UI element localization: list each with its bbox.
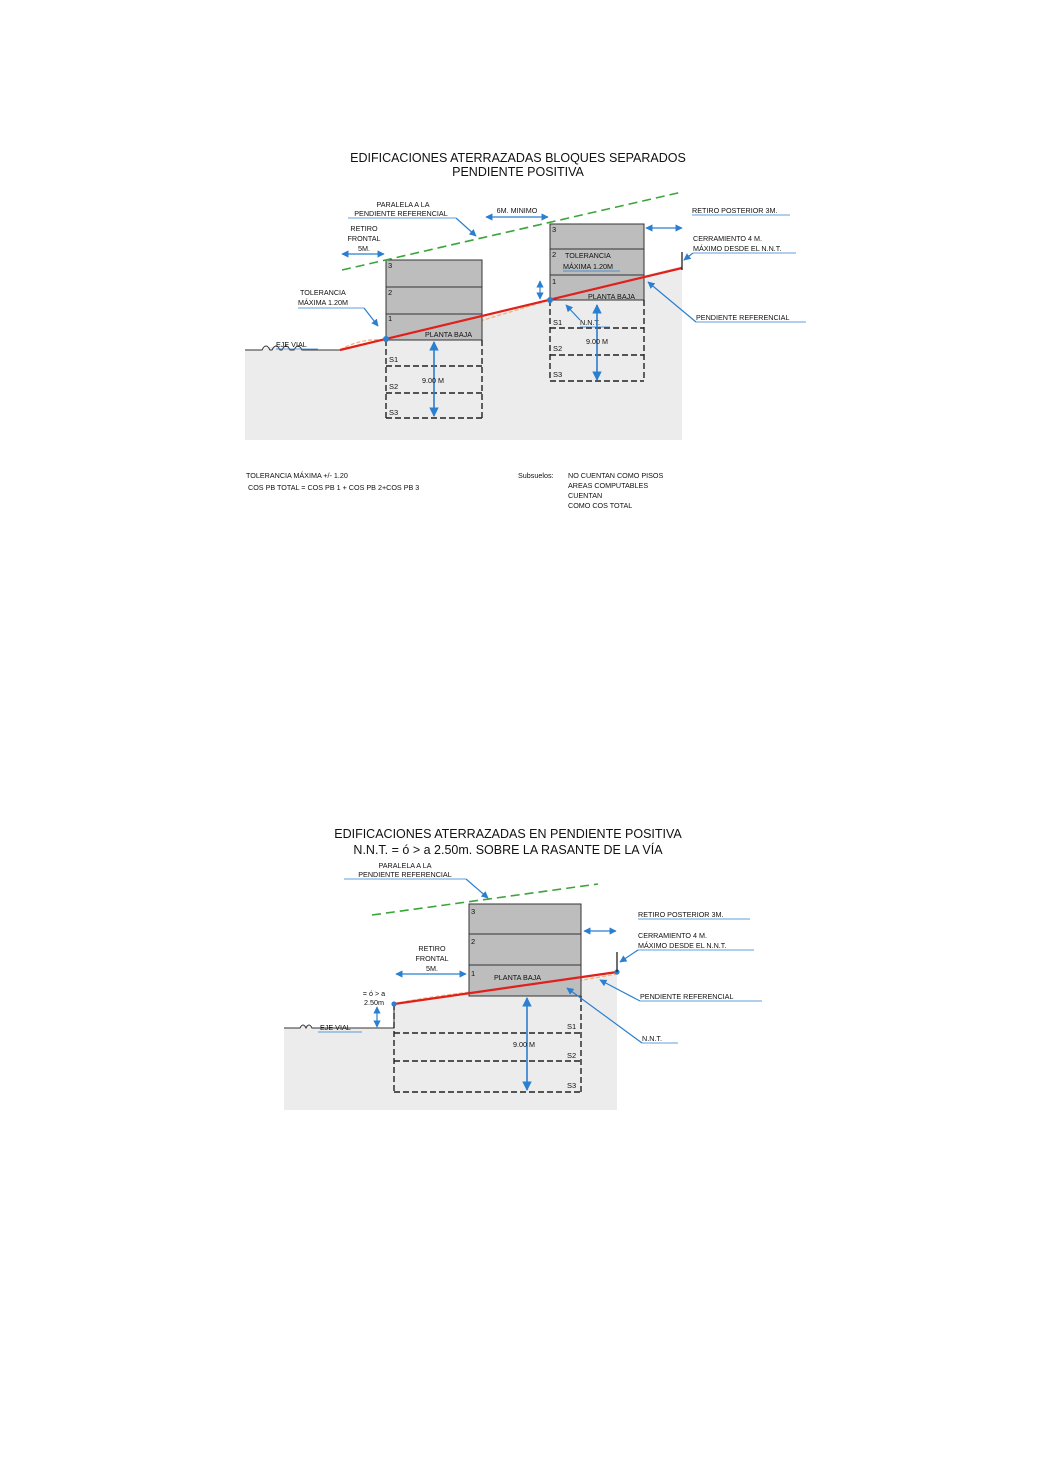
floor-2-label-2: 2 xyxy=(471,937,476,946)
retiro-frontal-line1: RETIRO xyxy=(350,224,378,233)
floor-3-label-right: 3 xyxy=(552,225,557,234)
paralela-line1-2: PARALELA A LA xyxy=(378,861,432,870)
retiro-frontal-2-line1: RETIRO xyxy=(418,944,446,953)
cerramiento-2-line2: MÁXIMO DESDE EL N.N.T. xyxy=(638,941,727,950)
tolerancia-left-line1: TOLERANCIA xyxy=(300,288,346,297)
basement-s2-right-label: S2 xyxy=(553,344,563,353)
nnt-point-2 xyxy=(391,1001,396,1006)
floor-2-label: 2 xyxy=(388,288,393,297)
tolerancia-right-line1: TOLERANCIA xyxy=(565,251,611,260)
basement-s3-label-2: S3 xyxy=(567,1081,577,1090)
retiro-posterior-label-2: RETIRO POSTERIOR 3M. xyxy=(638,910,724,919)
planta-baja-label-2: PLANTA BAJA xyxy=(494,973,542,982)
nnt-right-label: N.N.T. xyxy=(580,318,600,327)
footer-right-line4: COMO COS TOTAL xyxy=(568,501,633,510)
planta-baja-right-label: PLANTA BAJA xyxy=(588,292,636,301)
retiro-frontal-line3: 5M. xyxy=(358,244,370,253)
nnt-point-right xyxy=(547,297,553,303)
diagram-bloques-separados xyxy=(245,151,806,510)
eje-vial-label: EJE VIAL xyxy=(276,340,307,349)
nnt-label-2: N.N.T. xyxy=(642,1034,662,1043)
cerramiento-line1: CERRAMIENTO 4 M. xyxy=(693,234,762,243)
tolerancia-left-line2: MÁXIMA 1.20M xyxy=(298,298,348,307)
tolerancia-right-line2: MÁXIMA 1.20M xyxy=(563,262,613,271)
eje-vial-label-2: EJE VIAL xyxy=(320,1023,351,1032)
paralela-line2-2: PENDIENTE REFERENCIAL xyxy=(358,870,452,879)
floor-1-label-2: 1 xyxy=(471,969,476,978)
altura-line1: = ó > a xyxy=(362,989,386,998)
planta-baja-label: PLANTA BAJA xyxy=(425,330,473,339)
floor-3-label: 3 xyxy=(388,261,393,270)
cerramiento-2-line1: CERRAMIENTO 4 M. xyxy=(638,931,707,940)
floor-2-label-right: 2 xyxy=(552,250,557,259)
basement-s1-right-label: S1 xyxy=(553,318,563,327)
footer-right-line1: NO CUENTAN COMO PISOS xyxy=(568,471,664,480)
footer-left-line2: COS PB TOTAL = COS PB 1 + COS PB 2+COS PB 3 xyxy=(248,483,420,492)
pendiente-referencial-label-2: PENDIENTE REFERENCIAL xyxy=(640,992,734,1001)
depth-label-2: 9.00 M xyxy=(513,1040,535,1049)
basement-s1-label: S1 xyxy=(389,355,399,364)
basement-s3-right-label: S3 xyxy=(553,370,563,379)
pendiente-referencial-label: PENDIENTE REFERENCIAL xyxy=(696,313,790,322)
altura-line2: 2.50m xyxy=(364,998,384,1007)
footer-right-line2: AREAS COMPUTABLES xyxy=(568,481,649,490)
footer-left-line1: TOLERANCIA MÁXIMA +/- 1.20 xyxy=(246,471,348,480)
basement-s1-label-2: S1 xyxy=(567,1022,577,1031)
diagram2-title-line1: EDIFICACIONES ATERRAZADAS EN PENDIENTE POSITIVA xyxy=(334,827,682,841)
retiro-frontal-line2: FRONTAL xyxy=(347,234,381,243)
retiro-posterior-label: RETIRO POSTERIOR 3M. xyxy=(692,206,778,215)
retiro-frontal-2-line3: 5M. xyxy=(426,964,438,973)
seis-minimo-label: 6M. MINIMO xyxy=(496,206,538,215)
cerramiento-line2: MÁXIMO DESDE EL N.N.T. xyxy=(693,244,782,253)
diagram1-title-line2: PENDIENTE POSITIVA xyxy=(452,165,584,179)
paralela-line1: PARALELA A LA xyxy=(376,200,430,209)
basement-s2-label: S2 xyxy=(389,382,399,391)
retiro-frontal-2-line2: FRONTAL xyxy=(415,954,449,963)
floor-3-label-2: 3 xyxy=(471,907,476,916)
floor-1-label: 1 xyxy=(388,314,393,323)
basement-s2-label-2: S2 xyxy=(567,1051,577,1060)
diagram1-title-line1: EDIFICACIONES ATERRAZADAS BLOQUES SEPARADOS xyxy=(350,151,686,165)
footer-right-line3: CUENTAN xyxy=(568,491,603,500)
paralela-line2: PENDIENTE REFERENCIAL xyxy=(354,209,448,218)
nnt-point-left xyxy=(383,336,389,342)
depth-label-right: 9.00 M xyxy=(586,337,608,346)
footer-right-label: Subsuelos: xyxy=(518,471,554,480)
depth-label: 9.00 M xyxy=(422,376,444,385)
diagram-pendiente-positiva xyxy=(284,827,762,1110)
floor-1-label-right: 1 xyxy=(552,277,557,286)
basement-s3-label: S3 xyxy=(389,408,399,417)
diagram2-title-line2: N.N.T. = ó > a 2.50m. SOBRE LA RASANTE DE LA VÍA xyxy=(353,843,663,857)
